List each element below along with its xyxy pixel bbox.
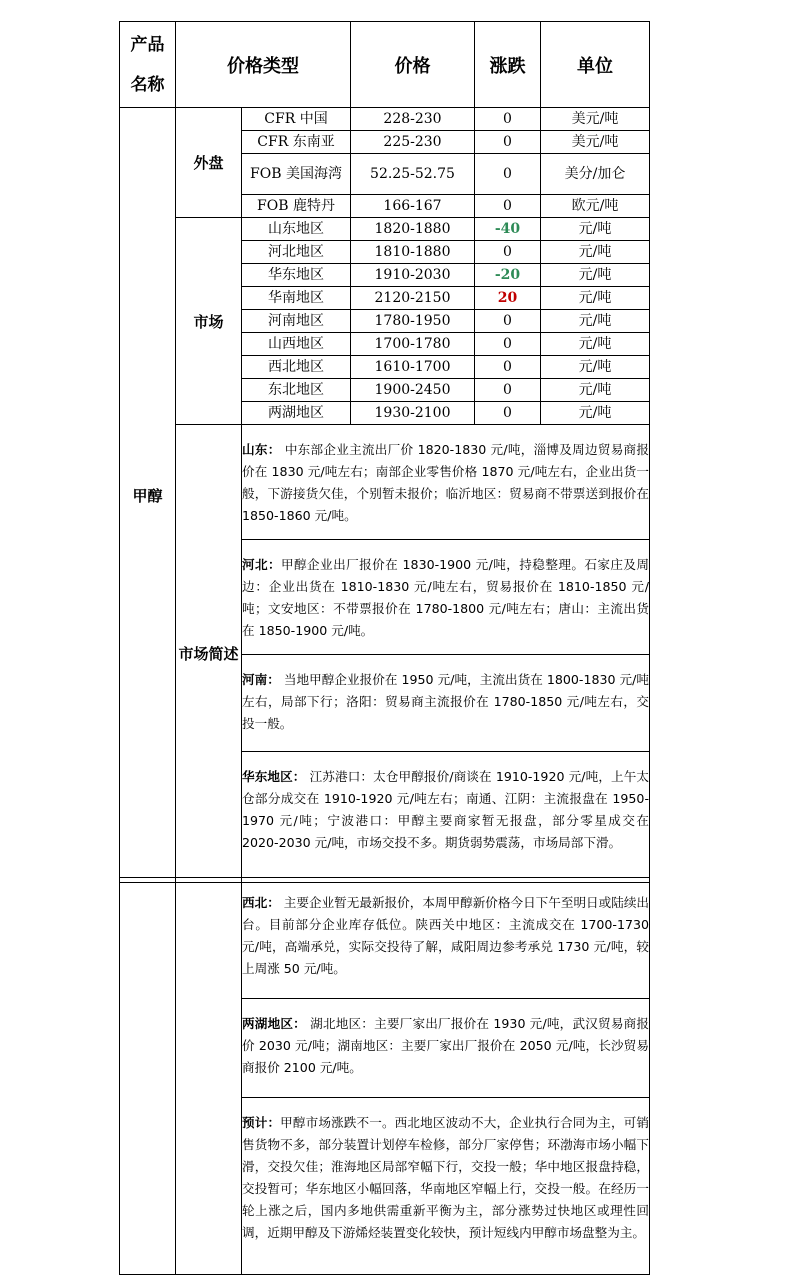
summary-text: 湖北地区：主要厂家出厂报价在 1930 元/吨，武汉贸易商报价 2030 元/吨；湖南地区：主要厂家出厂报价在 2050 元/吨，长沙贸易商报价 2100 元/吨。 bbox=[242, 1016, 649, 1075]
summary-region: 河南： bbox=[242, 672, 280, 687]
price-type-cell: FOB 鹿特丹 bbox=[242, 195, 351, 218]
change-cell: 0 bbox=[475, 402, 541, 425]
unit-cell: 元/吨 bbox=[541, 287, 650, 310]
price-type-cell: 华南地区 bbox=[242, 287, 351, 310]
header-price-type: 价格类型 bbox=[176, 22, 351, 108]
summary-continued-table bbox=[119, 877, 650, 1275]
change-cell: 0 bbox=[475, 154, 541, 195]
unit-cell: 美元/吨 bbox=[541, 108, 650, 131]
change-cell: 0 bbox=[475, 108, 541, 131]
summary-henan bbox=[242, 655, 650, 752]
empty-product-cell bbox=[120, 878, 176, 1275]
group-market: 市场 bbox=[176, 218, 242, 425]
price-cell: 1910-2030 bbox=[351, 264, 475, 287]
change-cell: 0 bbox=[475, 195, 541, 218]
unit-cell: 美分/加仑 bbox=[541, 154, 650, 195]
summary-text: 甲醇企业出厂报价在 1830-1900 元/吨，持稳整理。石家庄及周边：企业出货在 1810-1830 元/吨左右，贸易报价在 1810-1850 元/吨；文安地区：不带票报价在 1780-1800 元/吨左右；唐山：主流出货在 1850-1900 元/吨。 bbox=[242, 557, 649, 638]
change-cell: 0 bbox=[475, 356, 541, 379]
unit-cell: 元/吨 bbox=[541, 264, 650, 287]
group-outer-market: 外盘 bbox=[176, 108, 242, 218]
price-cell: 228-230 bbox=[351, 108, 475, 131]
table-row bbox=[120, 108, 650, 131]
unit-cell: 元/吨 bbox=[541, 218, 650, 241]
table-row bbox=[120, 218, 650, 241]
unit-cell: 元/吨 bbox=[541, 310, 650, 333]
price-cell: 1930-2100 bbox=[351, 402, 475, 425]
unit-cell: 美元/吨 bbox=[541, 131, 650, 154]
price-type-cell: 华东地区 bbox=[242, 264, 351, 287]
change-cell: 0 bbox=[475, 379, 541, 402]
summary-row bbox=[120, 425, 650, 540]
unit-cell: 元/吨 bbox=[541, 379, 650, 402]
summary-forecast bbox=[242, 1098, 650, 1275]
summary-huadong bbox=[242, 752, 650, 883]
unit-cell: 元/吨 bbox=[541, 333, 650, 356]
summary-xibei bbox=[242, 878, 650, 999]
price-cell: 1700-1780 bbox=[351, 333, 475, 356]
summary-shandong bbox=[242, 425, 650, 540]
unit-cell: 元/吨 bbox=[541, 402, 650, 425]
price-cell: 1900-2450 bbox=[351, 379, 475, 402]
price-type-cell: 河南地区 bbox=[242, 310, 351, 333]
summary-row bbox=[120, 878, 650, 999]
price-cell: 1610-1700 bbox=[351, 356, 475, 379]
price-cell: 1810-1880 bbox=[351, 241, 475, 264]
change-cell: -40 bbox=[475, 218, 541, 241]
price-type-cell: CFR 东南亚 bbox=[242, 131, 351, 154]
summary-region: 河北： bbox=[242, 557, 282, 572]
change-cell: 0 bbox=[475, 241, 541, 264]
price-cell: 52.25-52.75 bbox=[351, 154, 475, 195]
header-unit: 单位 bbox=[541, 22, 650, 108]
unit-cell: 元/吨 bbox=[541, 356, 650, 379]
summary-region: 西北： bbox=[242, 895, 280, 910]
product-cell: 甲醇 bbox=[120, 108, 176, 883]
price-table bbox=[119, 21, 650, 883]
price-cell: 1780-1950 bbox=[351, 310, 475, 333]
price-type-cell: 两湖地区 bbox=[242, 402, 351, 425]
price-type-cell: 东北地区 bbox=[242, 379, 351, 402]
summary-text: 中东部企业主流出厂价 1820-1830 元/吨，淄博及周边贸易商报价在 1830 元/吨左右；南部企业零售价格 1870 元/吨左右，企业出货一般，下游接货欠佳，个别暂未报价；临沂地区：贸易商不带票送到报价在 1850-1860 元/吨。 bbox=[242, 442, 649, 523]
summary-text: 当地甲醇企业报价在 1950 元/吨，主流出货在 1800-1830 元/吨左右，局部下行；洛阳：贸易商主流报价在 1780-1850 元/吨左右，交投一般。 bbox=[242, 672, 650, 731]
summary-label: 市场简述 bbox=[176, 425, 242, 883]
summary-region: 华东地区： bbox=[242, 769, 306, 784]
summary-region: 两湖地区： bbox=[242, 1016, 306, 1031]
header-product-name: 产品名称 bbox=[120, 22, 176, 108]
change-cell: 0 bbox=[475, 333, 541, 356]
price-type-cell: CFR 中国 bbox=[242, 108, 351, 131]
price-type-cell: 河北地区 bbox=[242, 241, 351, 264]
change-cell: 0 bbox=[475, 131, 541, 154]
price-cell: 1820-1880 bbox=[351, 218, 475, 241]
price-type-cell: 山东地区 bbox=[242, 218, 351, 241]
header-row bbox=[120, 22, 650, 108]
price-type-cell: FOB 美国海湾 bbox=[242, 154, 351, 195]
summary-region: 山东： bbox=[242, 442, 281, 457]
summary-text: 主要企业暂无最新报价，本周甲醇新价格今日下午至明日或陆续出台。目前部分企业库存低位。陕西关中地区：主流成交在 1700-1730 元/吨，高端承兑，实际交投待了解，咸阳周边参考承兑 1730 元/吨，较上周涨 50 元/吨。 bbox=[242, 895, 650, 976]
price-cell: 2120-2150 bbox=[351, 287, 475, 310]
price-type-cell: 西北地区 bbox=[242, 356, 351, 379]
unit-cell: 元/吨 bbox=[541, 241, 650, 264]
summary-hebei bbox=[242, 540, 650, 655]
change-cell: -20 bbox=[475, 264, 541, 287]
summary-text: 甲醇市场涨跌不一。西北地区波动不大，企业执行合同为主，可销售货物不多，部分装置计划停车检修，部分厂家停售；环渤海市场小幅下滑，交投欠佳；淮海地区局部窄幅下行，交投一般；华中地区报盘持稳，交投暂可；华东地区小幅回落，华南地区窄幅上行，交投一般。在经历一轮上涨之后，国内多地供需重新平衡为主，部分涨势过快地区或理性回调，近期甲醇及下游烯烃装置变化较快，预计短线内甲醇市场盘整为主。 bbox=[242, 1115, 650, 1240]
change-cell: 20 bbox=[475, 287, 541, 310]
header-change: 涨跌 bbox=[475, 22, 541, 108]
unit-cell: 欧元/吨 bbox=[541, 195, 650, 218]
summary-text: 江苏港口：太仓甲醇报价/商谈在 1910-1920 元/吨，上午太仓部分成交在 1910-1920 元/吨左右；南通、江阴：主流报盘在 1950-1970 元/吨；宁波港口：甲醇主要商家暂无报盘，部分零星成交在 2020-2030 元/吨，市场交投不多。期货弱势震荡，市场局部下滑。 bbox=[242, 769, 650, 850]
summary-region: 预计： bbox=[242, 1115, 281, 1130]
price-cell: 166-167 bbox=[351, 195, 475, 218]
change-cell: 0 bbox=[475, 310, 541, 333]
header-price: 价格 bbox=[351, 22, 475, 108]
price-cell: 225-230 bbox=[351, 131, 475, 154]
summary-lianghu bbox=[242, 999, 650, 1098]
price-type-cell: 山西地区 bbox=[242, 333, 351, 356]
empty-type-cell bbox=[176, 878, 242, 1275]
